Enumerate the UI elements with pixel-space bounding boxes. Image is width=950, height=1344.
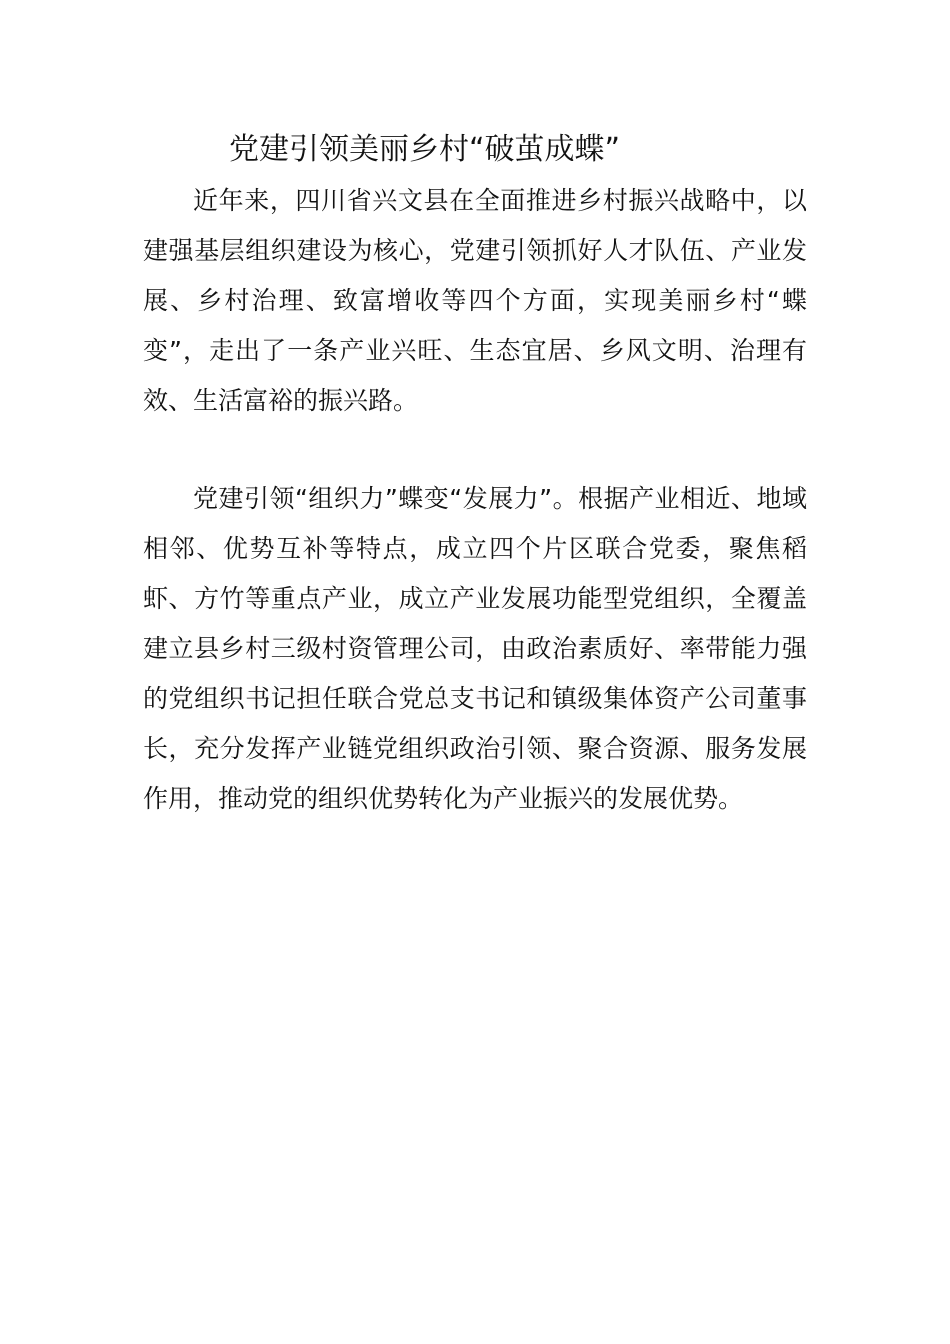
paragraph-organization: 党建引领“组织力”蝶变“发展力”。根据产业相近、地域相邻、优势互补等特点，成立四个片区联合党委，聚焦稻虾、方竹等重点产业，成立产业发展功能型党组织，全覆盖建立县乡村三级村资管理公司，由政治素质好、率带能力强的党组织书记担任联合党总支书记和镇级集体资产公司董事长，充分发挥产业链党组织政治引领、聚合资源、服务发展作用，推动党的组织优势转化为产业振兴的发展优势。 [143,484,807,813]
paragraph-intro: 近年来，四川省兴文县在全面推进乡村振兴战略中，以建强基层组织建设为核心，党建引领抓好人才队伍、产业发展、乡村治理、致富增收等四个方面，实现美丽乡村“蝶变”，走出了一条产业兴旺、生态宜居、乡风文明、治理有效、生活富裕的振兴路。 [143,186,807,415]
document-title: 党建引领美丽乡村“破茧成蝶” [229,132,621,167]
